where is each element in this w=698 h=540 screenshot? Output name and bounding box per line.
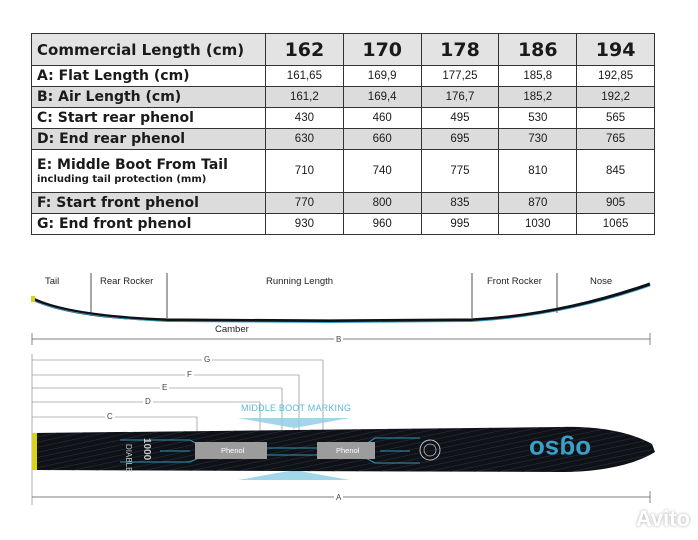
model-text: DIABLE	[124, 444, 133, 473]
marker-d: D	[145, 397, 151, 406]
row-label: C: Start rear phenol	[32, 108, 266, 129]
zone-tail: Tail	[45, 276, 60, 287]
table-cell: 630	[266, 129, 344, 150]
rear-phenol-plate: Phenol	[195, 442, 267, 459]
zone-rear-rocker: Rear Rocker	[100, 276, 154, 287]
table-cell: 185,2	[499, 87, 577, 108]
table-cell: 460	[343, 108, 421, 129]
size-170: 170	[343, 34, 421, 66]
front-phenol-plate: Phenol	[317, 442, 375, 459]
avito-watermark: Avito	[635, 506, 690, 531]
size-194: 194	[577, 34, 655, 66]
table-cell: 530	[499, 108, 577, 129]
table-cell: 660	[343, 129, 421, 150]
marker-c: C	[107, 412, 113, 421]
table-cell: 845	[577, 150, 655, 193]
boot-marking-label: MIDDLE BOOT MARKING	[241, 403, 352, 413]
table-cell: 770	[266, 193, 344, 214]
table-cell: 1065	[577, 214, 655, 235]
row-label: A: Flat Length (cm)	[32, 66, 266, 87]
table-cell: 930	[266, 214, 344, 235]
table-cell: 960	[343, 214, 421, 235]
size-178: 178	[421, 34, 499, 66]
table-cell: 740	[343, 150, 421, 193]
table-cell: 192,2	[577, 87, 655, 108]
marker-f: F	[187, 370, 192, 379]
brand-logo: ogso	[529, 435, 592, 465]
dimension-b-label: B	[336, 335, 342, 344]
table-cell: 192,85	[577, 66, 655, 87]
table-cell: 835	[421, 193, 499, 214]
table-cell: 495	[421, 108, 499, 129]
row-label: F: Start front phenol	[32, 193, 266, 214]
row-label-main: E: Middle Boot From Tail	[37, 157, 228, 173]
table-cell: 1030	[499, 214, 577, 235]
marker-e: E	[162, 383, 168, 392]
table-cell: 995	[421, 214, 499, 235]
model-number: 1000	[141, 438, 152, 461]
row-label: G: End front phenol	[32, 214, 266, 235]
table-cell: 161,65	[266, 66, 344, 87]
zone-running-length: Running Length	[266, 276, 334, 287]
table-cell: 176,7	[421, 87, 499, 108]
table-cell: 800	[343, 193, 421, 214]
header-label: Commercial Length (cm)	[32, 34, 266, 66]
size-162: 162	[266, 34, 344, 66]
row-label: D: End rear phenol	[32, 129, 266, 150]
table-cell: 185,8	[499, 66, 577, 87]
marker-g: G	[204, 355, 211, 364]
table-cell: 710	[266, 150, 344, 193]
dimension-a-label: A	[336, 493, 342, 502]
table-cell: 870	[499, 193, 577, 214]
table-cell: 695	[421, 129, 499, 150]
table-cell: 810	[499, 150, 577, 193]
zone-front-rocker: Front Rocker	[487, 276, 542, 287]
table-cell: 565	[577, 108, 655, 129]
zone-nose: Nose	[590, 276, 613, 287]
table-cell: 765	[577, 129, 655, 150]
table-cell: 775	[421, 150, 499, 193]
row-label: B: Air Length (cm)	[32, 87, 266, 108]
table-cell: 177,25	[421, 66, 499, 87]
table-cell: 905	[577, 193, 655, 214]
table-cell: 730	[499, 129, 577, 150]
table-cell: 169,4	[343, 87, 421, 108]
camber-label: Camber	[215, 324, 249, 335]
table-cell: 169,9	[343, 66, 421, 87]
table-cell: 430	[266, 108, 344, 129]
table-cell: 161,2	[266, 87, 344, 108]
size-186: 186	[499, 34, 577, 66]
row-label-sub: including tail protection (mm)	[37, 174, 207, 185]
